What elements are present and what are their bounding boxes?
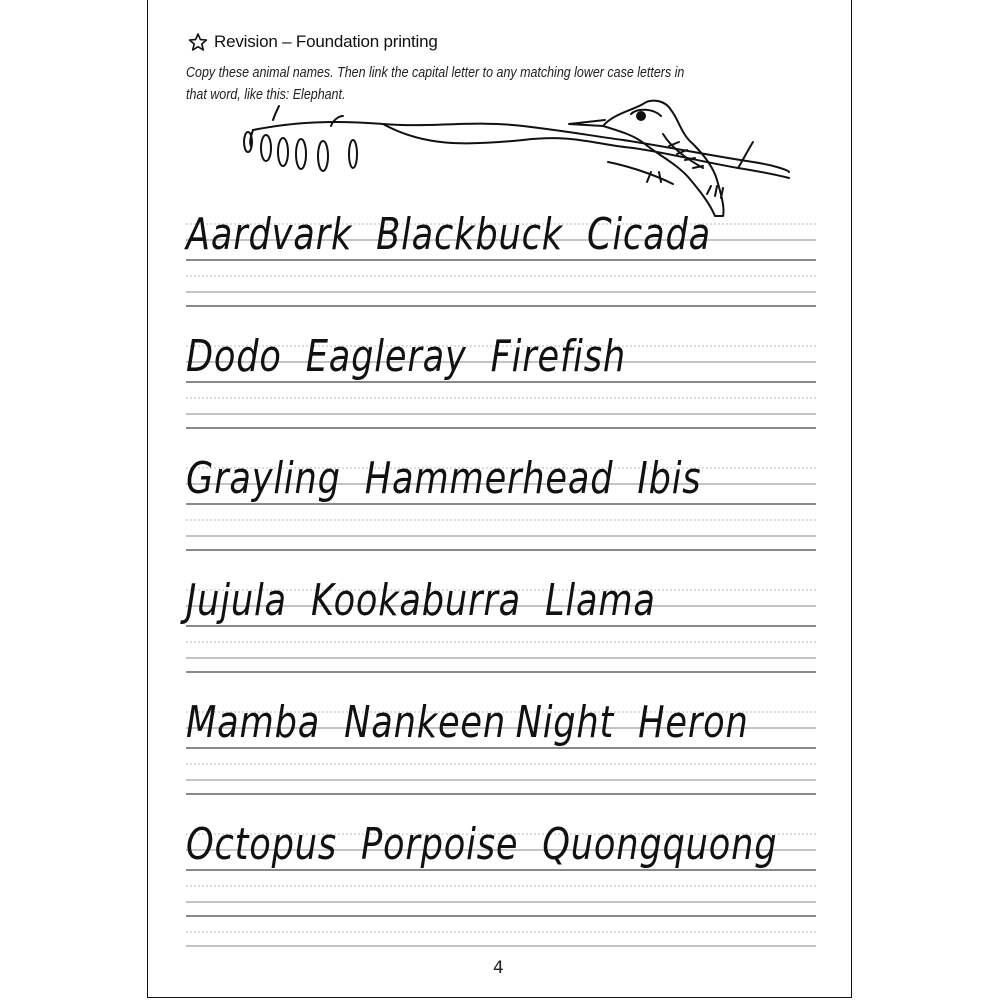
animal-word: Grayling (186, 453, 341, 504)
animal-word: Cicada (586, 209, 711, 260)
worksheet-page (147, 0, 852, 998)
practice-row (186, 198, 816, 308)
animal-word: Jujula (186, 575, 287, 626)
practice-row (186, 564, 816, 674)
practice-row (186, 686, 816, 796)
animal-word: Dodo (186, 331, 282, 382)
animal-word: Heron (638, 697, 749, 748)
animal-word: Firefish (490, 331, 626, 382)
instructions-text: Copy these animal names. Then link the capital letter to any matching lower case letters in that word, like this: Elephant. (186, 65, 685, 103)
animal-names (186, 442, 725, 504)
practice-row (186, 808, 816, 918)
animal-names (186, 808, 801, 870)
animal-word: Ibis (637, 453, 702, 504)
animal-word: Aardvark (186, 209, 353, 260)
animal-word: Nankeen (344, 697, 506, 748)
animal-word: Llama (544, 575, 656, 626)
practice-row (186, 442, 816, 552)
animal-word: Blackbuck (376, 209, 563, 260)
animal-word: Mamba (186, 697, 321, 748)
page-number: 4 (493, 958, 504, 978)
worksheet-header (188, 32, 438, 52)
animal-names (186, 564, 680, 626)
animal-names (186, 686, 773, 748)
animal-word: Night (515, 697, 615, 748)
worksheet-title: Revision – Foundation printing (214, 32, 438, 51)
animal-names (186, 198, 735, 260)
star-icon (188, 33, 208, 51)
animal-word: Hammerhead (364, 453, 614, 504)
animal-names (186, 320, 650, 382)
animal-word: Octopus (186, 819, 337, 870)
animal-word: Porpoise (361, 819, 519, 870)
animal-word: Quongquong (542, 819, 778, 870)
animal-word: Eagleray (305, 331, 467, 382)
animal-word: Kookaburra (310, 575, 521, 626)
practice-row (186, 320, 816, 430)
